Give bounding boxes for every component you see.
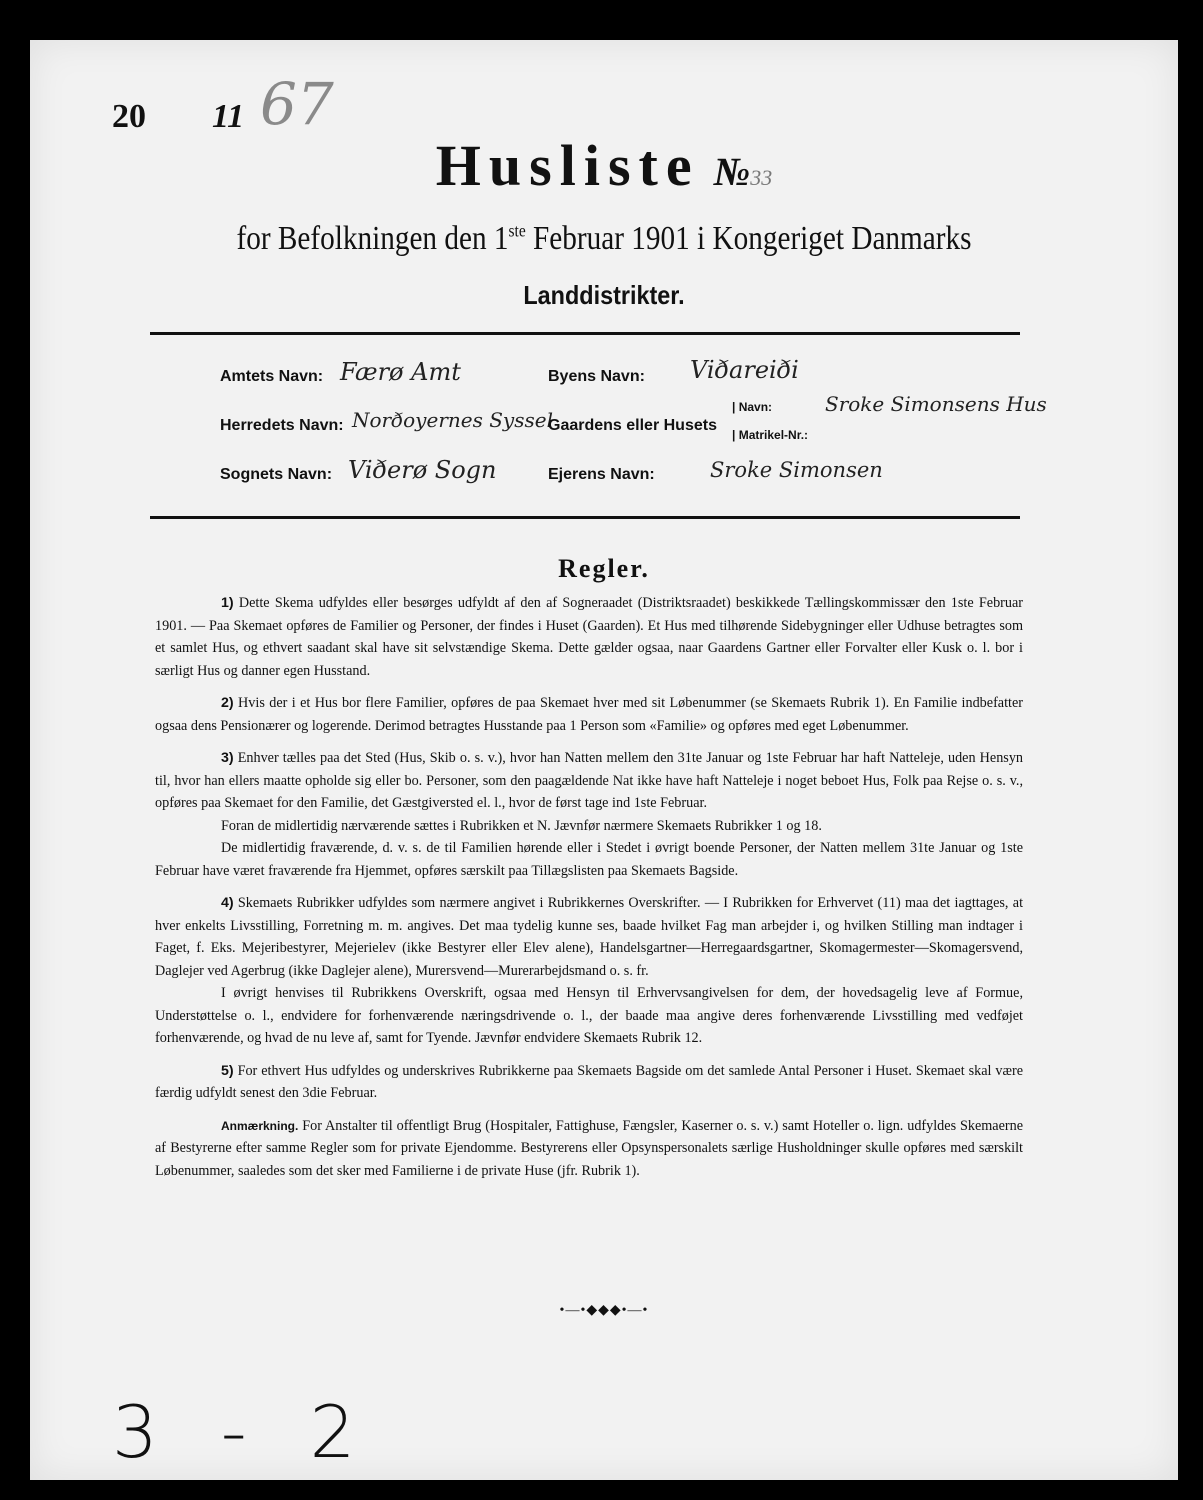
ejer-label: Ejerens Navn:: [548, 466, 655, 483]
navn-value: Sroke Simonsens Hus: [825, 392, 1047, 416]
annotation-label: Anmærkning.: [221, 1118, 299, 1133]
district-label: Landdistrikter.: [523, 280, 685, 310]
rule-3b: Foran de midlertidig nærværende sættes i Rubrikken et N. Jævnfør nærmere Skemaets Rubrikker 1 og 18.: [221, 817, 822, 834]
rule-4-text: Skemaets Rubrikker udfyldes som nærmere angivet i Rubrikkernes Overskrifter. — I Rubrikken for Erhvervet (11) maa det iagttages, at hver enkelts Livsstilling, Forretning m. m. angives. Det maa tydelig kunne ses, baade hvilket Fag man arbejder i, og hvilken Stilling man indtager i Faget, f. Eks. Mejeribestyrer, Mejerielev (ikke Bestyrer eller Elev alene), Handelsgartner—Herregaardsgartner, Skomagermester—Skomagersvend, Daglejer ved Agerbrug (ikke Daglejer alene), Murersvend—Murerarbejdsmand o. s. fr.: [155, 895, 1024, 979]
herred-value: Norðoyernes Syssel: [352, 408, 553, 432]
rule-1-number: 1): [221, 595, 234, 611]
rules-heading: Regler.: [558, 554, 650, 583]
sogn-label: Sognets Navn:: [220, 466, 333, 483]
form-number-right: 11: [212, 98, 245, 135]
rule-3-text: Enhver tælles paa det Sted (Hus, Skib o. s. v.), hvor han Natten mellem den 31te Januar og 1ste Februar har haft Natteleje, uden Hensyn til, hvor han ellers maatte opholde sig eller bo. Personer, som den paagældende Nat ikke have haft Natteleje i noget beboet Hus, Folk paa Rejse o. s. v., opføres paa Skemaet for den Familie, det Gæstgiversted el. l., hvor de først tage ind 1ste Februar.: [155, 750, 1024, 811]
form-number-left: 20: [112, 98, 146, 135]
ejer-value: Sroke Simonsen: [710, 458, 883, 482]
rule-2: [155, 692, 1023, 737]
pencil-annotation: 67: [260, 70, 334, 138]
subtitle-sup: ste: [508, 220, 526, 241]
navn-label: | Navn:: [732, 400, 773, 414]
rule-3: [155, 747, 1023, 815]
matrikel-label-text: Matrikel-Nr.:: [738, 428, 809, 442]
subtitle-pre: for Befolkningen den 1: [236, 220, 509, 257]
rules-section: [155, 592, 1023, 1192]
rule-4b: I øvrigt henvises til Rubrikkens Overskrift, ogsaa med Hensyn til Erhvervsangivelsen for dem, der hovedsagelig leve af Formue, Understøttelse o. l., endvidere for forhenværende næringsdrivende o. l., der baade maa angive deres forhenværende Livsstilling med vedføjet forhenværende, og hvad de nu leve af, samt for Tyende. Jævnfør endvidere Skemaets Rubrik 12.: [155, 985, 1023, 1046]
title-text: Husliste: [435, 133, 700, 198]
amt-value: Færø Amt: [340, 358, 461, 386]
top-divider: [150, 332, 1020, 335]
by-label: Byens Navn:: [548, 368, 645, 385]
rule-2-text: Hvis der i et Hus bor flere Familier, opføres de paa Skemaet hver med sit Løbenummer (se Skemaets Rubrik 1). En Familie indbefatter ogsaa dens Pensionærer og logerende. Derimod betragtes Husstande paa 1 Person som «Familie» og opføres med eget Løbenummer.: [155, 695, 1023, 734]
amt-label: Amtets Navn:: [220, 368, 324, 385]
page-title: [30, 132, 1178, 199]
annotation-text: For Anstalter til offentligt Brug (Hospitaler, Fattighuse, Fængsler, Kaserner o. s. v.) samt Hoteller o. lign. udfyldes Skemaerne af Bestyrerne efter samme Regler som for private Ejendomme. Bestyrerens eller Opsynspersonalets særlige Husholdninger skulle opføres med særskilt Løbenummer, saaledes som det sker med Familierne i de private Huse (jfr. Rubrik 1).: [155, 1117, 1023, 1179]
rule-3c: De midlertidig fraværende, d. v. s. de til Familien hørende eller i Stedet i øvrigt boende Personer, der Natten mellem 31te Januar og 1ste Februar have været fraværende fra Hjemmet, opføres særskilt paa Tillægslisten paa Skemaets Bagside.: [155, 840, 1023, 879]
bottom-divider: [150, 516, 1020, 519]
house-number: 33: [750, 165, 773, 190]
rule-1: [155, 592, 1023, 682]
rule-5-number: 5): [221, 1062, 234, 1079]
sogn-value: Viðerø Sogn: [348, 456, 497, 484]
subtitle-post: Februar 1901 i Kongeriget Danmarks: [525, 220, 972, 257]
subtitle: [110, 220, 1097, 258]
rule-1-text: Dette Skema udfyldes eller besørges udfyldt af den af Sogneraadet (Distriktsraadet) beskikkede Tællingskommissær den 1ste Februar 1901. — Paa Skemaet opføres de Familier og Personer, der findes i Huset (Gaarden). Et Hus med tilhørende Sidebygninger eller Udhuse betragtes som et samlet Hus, og ethvert saadant skal have sit selvstændige Skema. Dette gælder ogsaa, naar Gaardens Gartner eller Forvalter eller Kusk o. l. bor i særligt Hus og danner egen Husstand.: [155, 595, 1024, 679]
herred-label: Herredets Navn:: [220, 417, 344, 434]
census-form-page: [30, 40, 1178, 1480]
rule-2-number: 2): [221, 695, 234, 711]
ornament-divider: •—•◆◆◆•—•: [559, 1303, 649, 1318]
matrikel-label: | Matrikel-Nr.:: [732, 428, 809, 442]
by-value: Viðareiði: [690, 356, 799, 384]
rule-5: [155, 1060, 1023, 1105]
rule-5-text: For ethvert Hus udfyldes og underskrives Rubrikkerne paa Skemaets Bagside om det samlede Antal Personer i Huset. Skemaet skal være færdig udfyldt senest den 3die Februar.: [155, 1062, 1023, 1101]
gaard-label: Gaardens eller Husets: [548, 417, 717, 434]
number-sign: №: [713, 149, 751, 194]
rule-4-number: 4): [221, 895, 234, 911]
annotation-note: [155, 1115, 1023, 1183]
rule-4: [155, 892, 1023, 982]
navn-label-text: Navn:: [738, 400, 773, 414]
rule-3-number: 3): [221, 750, 234, 766]
handwritten-number: 3 - 2: [112, 1390, 376, 1474]
